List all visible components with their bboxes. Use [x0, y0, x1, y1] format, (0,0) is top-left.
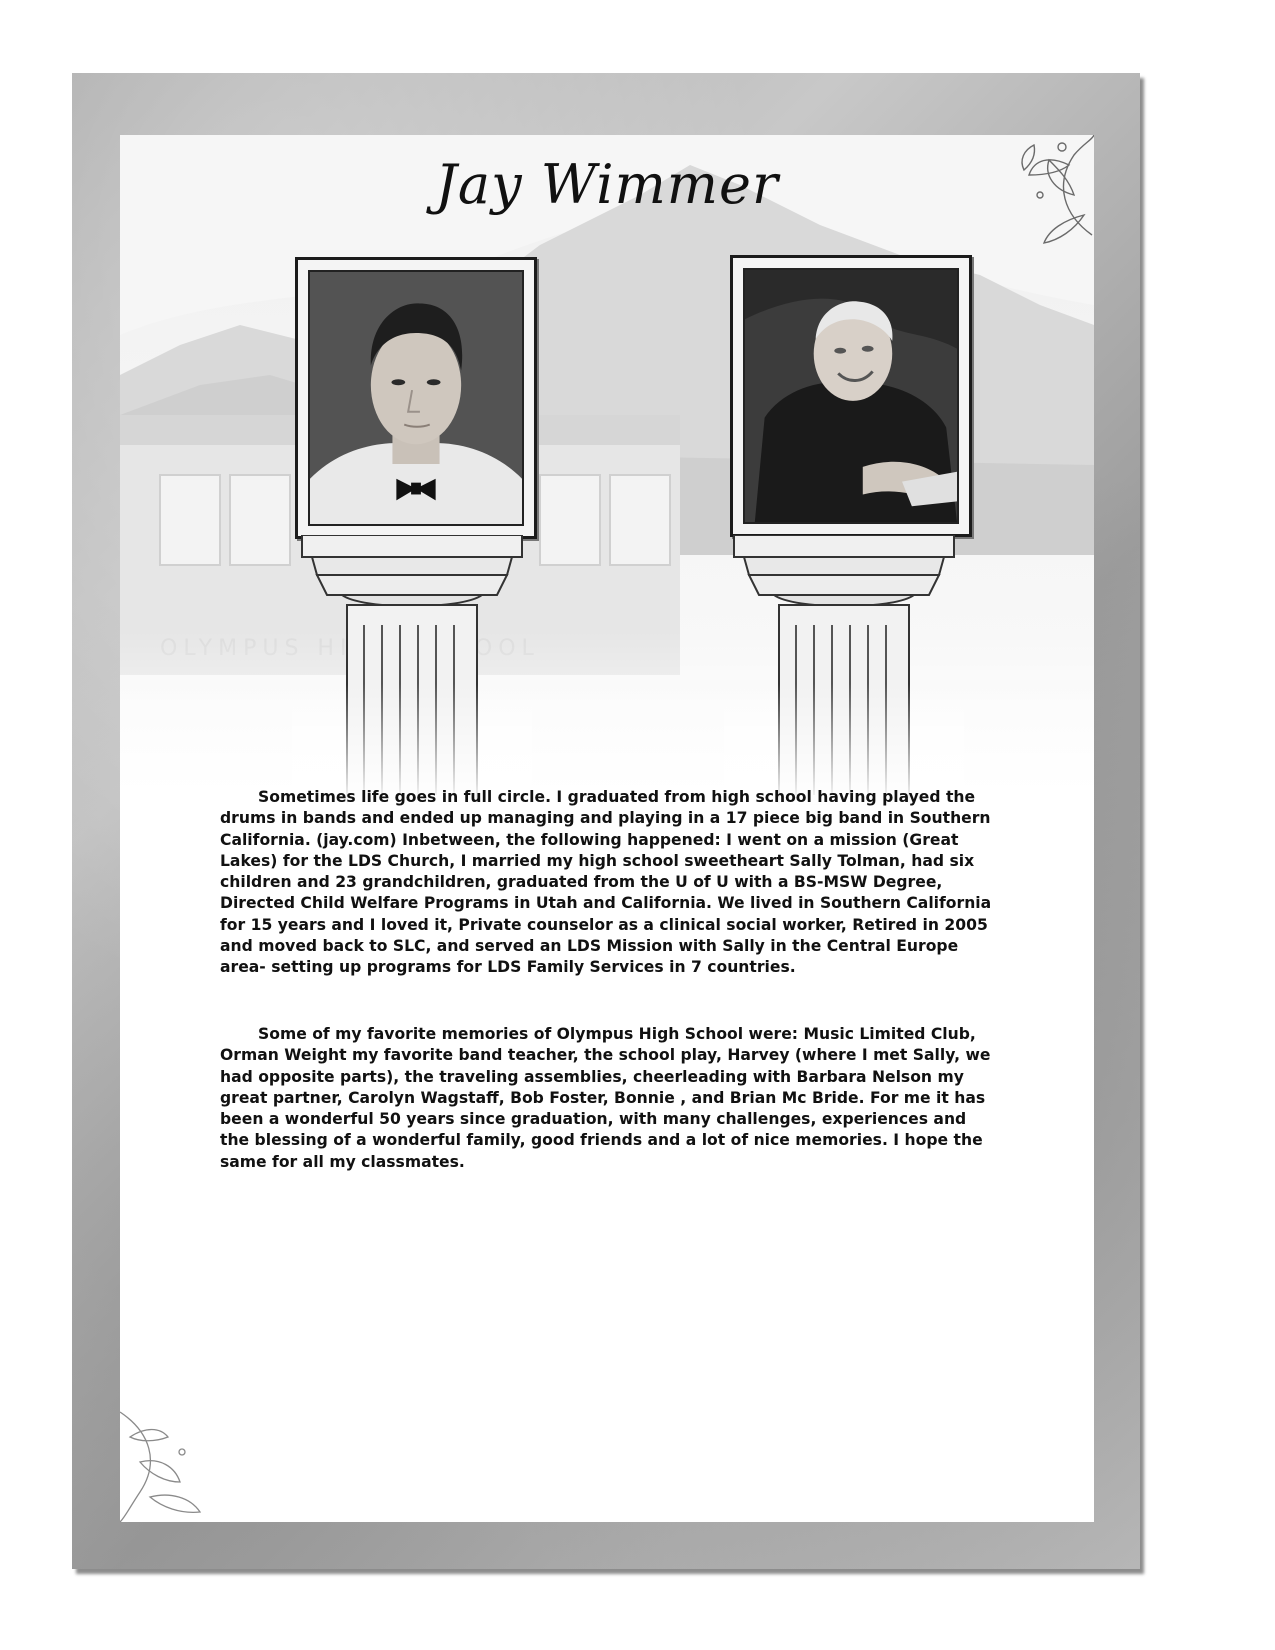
page-content	[120, 135, 1094, 1522]
photo-frame-recent	[730, 255, 972, 537]
bio-paragraph-2: Some of my favorite memories of Olympus High School were: Music Limited Club, Orman Weight my favorite band teacher, the school play, Harvey (where I met Sally, we had opposite parts), the traveling assemblies, cheerleading with Barbara Nelson my great partner, Carolyn Wagstaff, Bob Foster, Bonnie , and Brian Mc Bride. For me it has been a wonderful 50 years since graduation, with many challenges, experiences and the blessing of a wonderful family, good friends and a lot of nice memories. I hope the same for all my classmates.	[220, 1025, 991, 1171]
flourish-bottom-left-icon	[120, 1402, 230, 1522]
column-right	[724, 535, 964, 805]
photo-young-portrait	[308, 270, 524, 526]
bio-paragraph-1: Sometimes life goes in full circle. I graduated from high school having played the drums in bands and ended up managing and playing in a 17 piece big band in Southern California. (jay.com) Inbetween, the following happened: I went on a mission (Great Lakes) for the LDS Church, I married my high school sweetheart Sally Tolman, had six children and 23 grandchildren, graduated from the U of U with a BS-MSW Degree, Directed Child Welfare Programs in Utah and California. We lived in Southern California for 15 years and I loved it, Private counselor as a clinical social worker, Retired in 2005 and moved back to SLC, and served an LDS Mission with Sally in the Central Europe area- setting up programs for LDS Family Services in 7 countries.	[220, 788, 992, 977]
photo-frame-young	[295, 257, 537, 539]
page-frame	[72, 73, 1140, 1569]
photo-recent-portrait	[743, 268, 959, 524]
column-left	[292, 535, 532, 805]
page-title: Jay Wimmer	[435, 153, 779, 216]
